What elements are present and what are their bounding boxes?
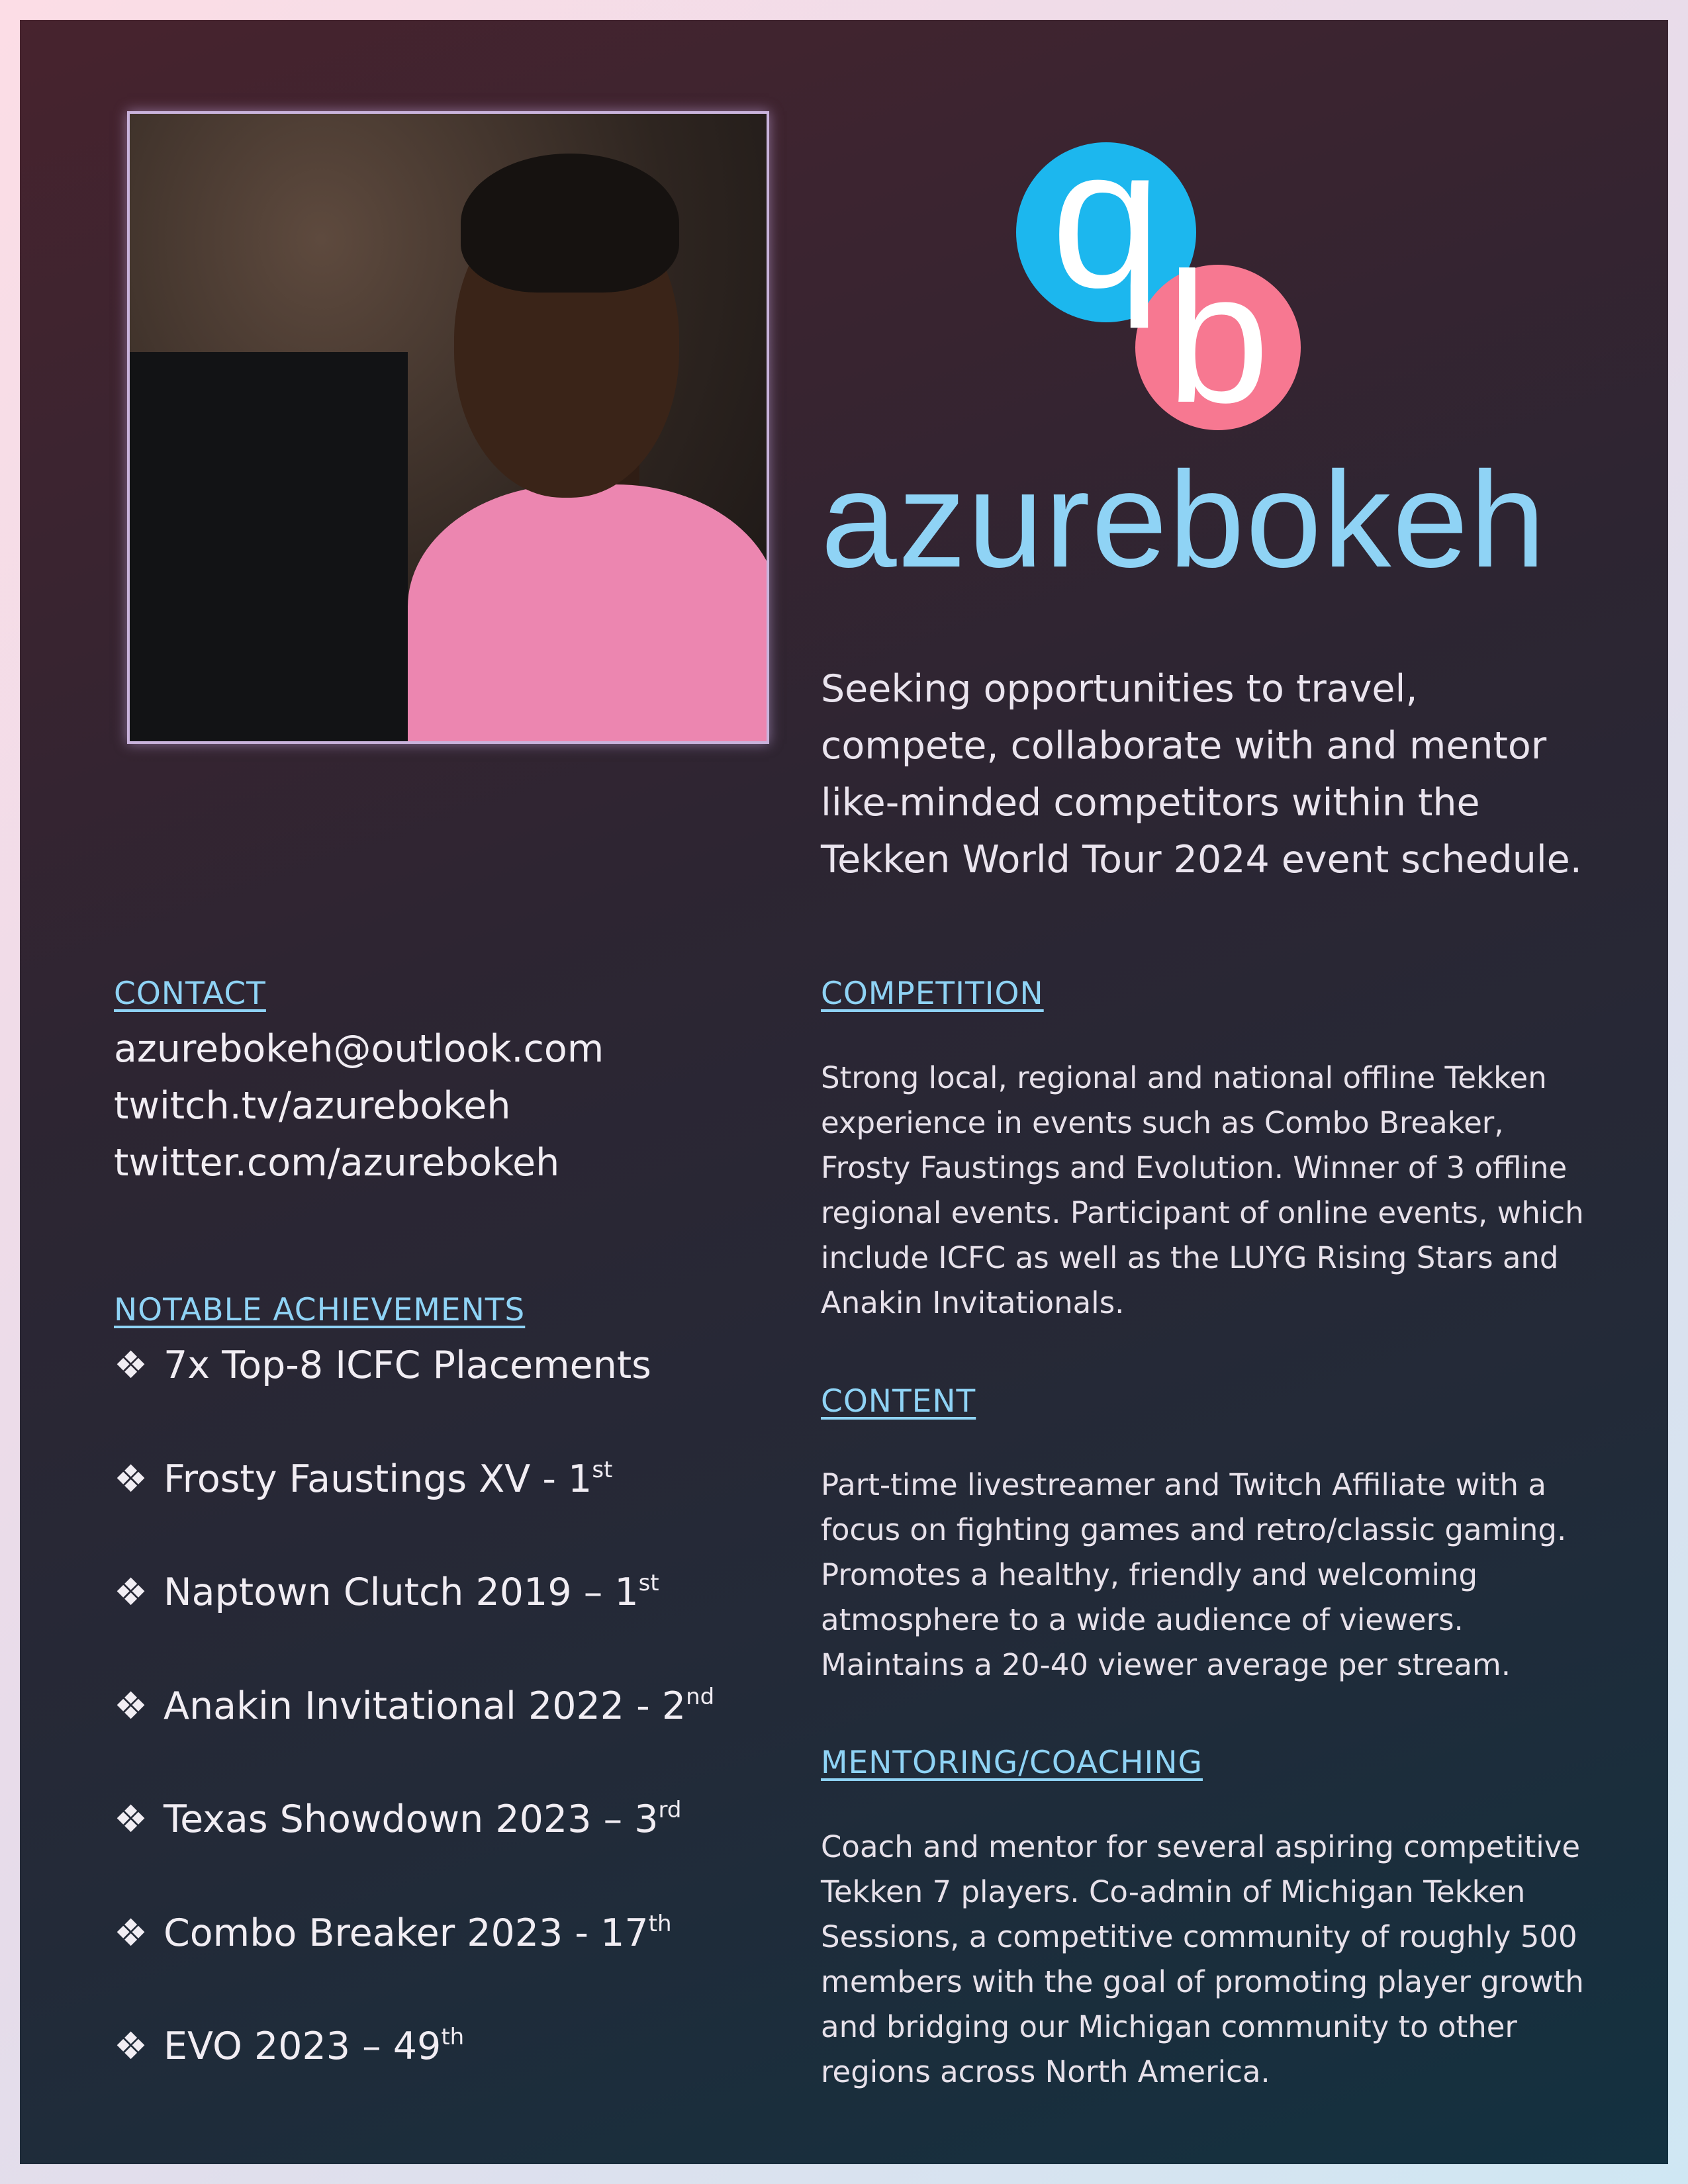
objective-line: compete, collaborate with and mentor <box>821 724 1547 768</box>
contact-heading: CONTACT <box>114 976 266 1012</box>
content-heading: CONTENT <box>821 1383 976 1420</box>
competition-paragraph <box>821 1056 1602 1326</box>
diamond-bullet-icon: ❖ <box>114 1797 148 1841</box>
achievement-text: Texas Showdown 2023 – 3 <box>164 1797 659 1841</box>
achievement-text: 7x Top-8 ICFC Placements <box>164 1343 651 1387</box>
paragraph-line: Promotes a healthy, friendly and welcoming <box>821 1557 1478 1592</box>
paragraph-line: Tekken 7 players. Co-admin of Michigan Tekken <box>821 1874 1526 1909</box>
contact-list <box>114 1021 604 1191</box>
achievement-text: Frosty Faustings XV - 1 <box>164 1457 592 1501</box>
achievements-heading: NOTABLE ACHIEVEMENTS <box>114 1292 526 1328</box>
ordinal-suffix: st <box>592 1456 613 1483</box>
ordinal-suffix: th <box>441 2024 465 2050</box>
ordinal-suffix: nd <box>686 1683 715 1710</box>
ordinal-suffix: rd <box>658 1797 682 1823</box>
content-paragraph <box>821 1463 1602 1688</box>
paragraph-line: focus on fighting games and retro/classic gaming. <box>821 1512 1567 1547</box>
achievement-text: Combo Breaker 2023 - 17 <box>164 1911 649 1955</box>
paragraph-line: regional events. Participant of online events, which <box>821 1195 1584 1230</box>
paragraph-line: Coach and mentor for several aspiring competitive <box>821 1829 1581 1864</box>
paragraph-line: Part-time livestreamer and Twitch Affiliate with a <box>821 1467 1546 1502</box>
profile-photo <box>127 111 769 744</box>
paragraph-line: members with the goal of promoting player growth <box>821 1964 1584 1999</box>
diamond-bullet-icon: ❖ <box>114 1343 148 1387</box>
diamond-bullet-icon: ❖ <box>114 2025 148 2068</box>
paragraph-line: Anakin Invitationals. <box>821 1285 1125 1320</box>
contact-email[interactable]: azurebokeh@outlook.com <box>114 1027 604 1071</box>
brand-name: azurebokeh <box>821 443 1547 596</box>
objective-statement <box>821 660 1615 888</box>
resume-page <box>20 20 1668 2164</box>
diamond-bullet-icon: ❖ <box>114 1457 148 1501</box>
paragraph-line: atmosphere to a wide audience of viewers. <box>821 1602 1464 1637</box>
contact-twitch[interactable]: twitch.tv/azurebokeh <box>114 1084 511 1128</box>
qb-logo <box>1016 129 1307 433</box>
ordinal-suffix: st <box>638 1570 659 1596</box>
pink-shirt-shape <box>408 484 769 744</box>
paragraph-line: Maintains a 20-40 viewer average per stream. <box>821 1647 1511 1682</box>
paragraph-line: include ICFC as well as the LUYG Rising Stars and <box>821 1240 1559 1275</box>
paragraph-line: Strong local, regional and national offline Tekken <box>821 1060 1547 1095</box>
paragraph-line: experience in events such as Combo Breaker, <box>821 1105 1504 1140</box>
list-item <box>114 1678 714 1792</box>
logo-letter-b: b <box>1166 235 1270 433</box>
list-item <box>114 1337 714 1451</box>
list-item <box>114 2018 714 2132</box>
contact-twitter[interactable]: twitter.com/azurebokeh <box>114 1141 560 1185</box>
paragraph-line: and bridging our Michigan community to other <box>821 2009 1517 2044</box>
diamond-bullet-icon: ❖ <box>114 1911 148 1955</box>
mentoring-paragraph <box>821 1825 1602 2095</box>
list-item <box>114 1451 714 1565</box>
monitor-shape <box>130 352 408 744</box>
competition-heading: COMPETITION <box>821 976 1044 1012</box>
logo-letter-q: q <box>1051 129 1162 329</box>
mentoring-heading: MENTORING/COACHING <box>821 1745 1203 1781</box>
paragraph-line: Frosty Faustings and Evolution. Winner of 3 offline <box>821 1150 1568 1185</box>
objective-line: Tekken World Tour 2024 event schedule. <box>821 838 1582 882</box>
objective-line: like-minded competitors within the <box>821 781 1480 825</box>
achievement-text: Anakin Invitational 2022 - 2 <box>164 1684 686 1728</box>
achievement-text: Naptown Clutch 2019 – 1 <box>164 1570 639 1614</box>
list-item <box>114 1564 714 1678</box>
diamond-bullet-icon: ❖ <box>114 1570 148 1614</box>
paragraph-line: Sessions, a competitive community of roughly 500 <box>821 1919 1577 1954</box>
hair-shape <box>461 154 679 293</box>
list-item <box>114 1791 714 1905</box>
ordinal-suffix: th <box>648 1910 672 1937</box>
paragraph-line: regions across North America. <box>821 2054 1270 2089</box>
diamond-bullet-icon: ❖ <box>114 1684 148 1728</box>
achievement-text: EVO 2023 – 49 <box>164 2025 442 2068</box>
objective-line: Seeking opportunities to travel, <box>821 667 1418 711</box>
list-item <box>114 1905 714 2019</box>
achievements-list <box>114 1337 714 2132</box>
